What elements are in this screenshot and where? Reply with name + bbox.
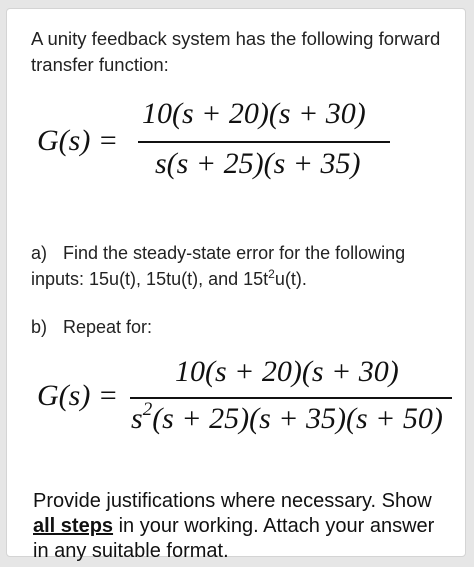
equation-2-den-exponent: 2 (142, 399, 153, 420)
equation-1-lhs: G(s) = (37, 124, 119, 157)
outro-line-2-rest: in your working. Attach your answer (113, 515, 435, 537)
transfer-function-equation-2 (7, 355, 467, 465)
part-a-label: a) (31, 243, 48, 263)
equation-2-lhs: G(s) = (37, 379, 119, 412)
equation-2-denominator (131, 399, 443, 436)
part-a-inputs-exponent: 2 (268, 267, 275, 281)
intro-text-line-1: A unity feedback system has the following forward (31, 28, 441, 49)
transfer-function-equation-1 (7, 97, 467, 207)
part-b-line (31, 315, 152, 339)
outro-line-3: in any suitable format. (33, 540, 229, 562)
part-a-inputs-post: u(t). (274, 269, 307, 289)
outro-line-1: Provide justifications where necessary. Show (33, 490, 432, 512)
part-b-label: b) (31, 317, 48, 337)
part-a-inputs-pre: inputs: 15u(t), 15tu(t), and 15t (31, 269, 269, 289)
equation-2-den-s: s (131, 402, 143, 435)
all-steps-emphasis: all steps (33, 515, 114, 537)
part-a-line-1 (31, 241, 405, 265)
equation-1-denominator: s(s + 25)(s + 35) (155, 147, 361, 180)
intro-text-line-2: transfer function: (31, 54, 169, 75)
part-a-line-2 (31, 267, 307, 291)
equation-1-fraction-bar (138, 141, 390, 143)
equation-2-fraction-bar (130, 397, 452, 399)
equation-2-numerator: 10(s + 20)(s + 30) (175, 355, 399, 388)
equation-2-den-factors: (s + 25)(s + 35)(s + 50) (152, 402, 443, 435)
question-card (6, 8, 466, 562)
equation-1-numerator: 10(s + 20)(s + 30) (142, 97, 366, 130)
part-b-text: Repeat for: (63, 317, 153, 337)
outro-line-2 (33, 514, 434, 539)
part-a-text: Find the steady-state error for the following (63, 243, 406, 263)
